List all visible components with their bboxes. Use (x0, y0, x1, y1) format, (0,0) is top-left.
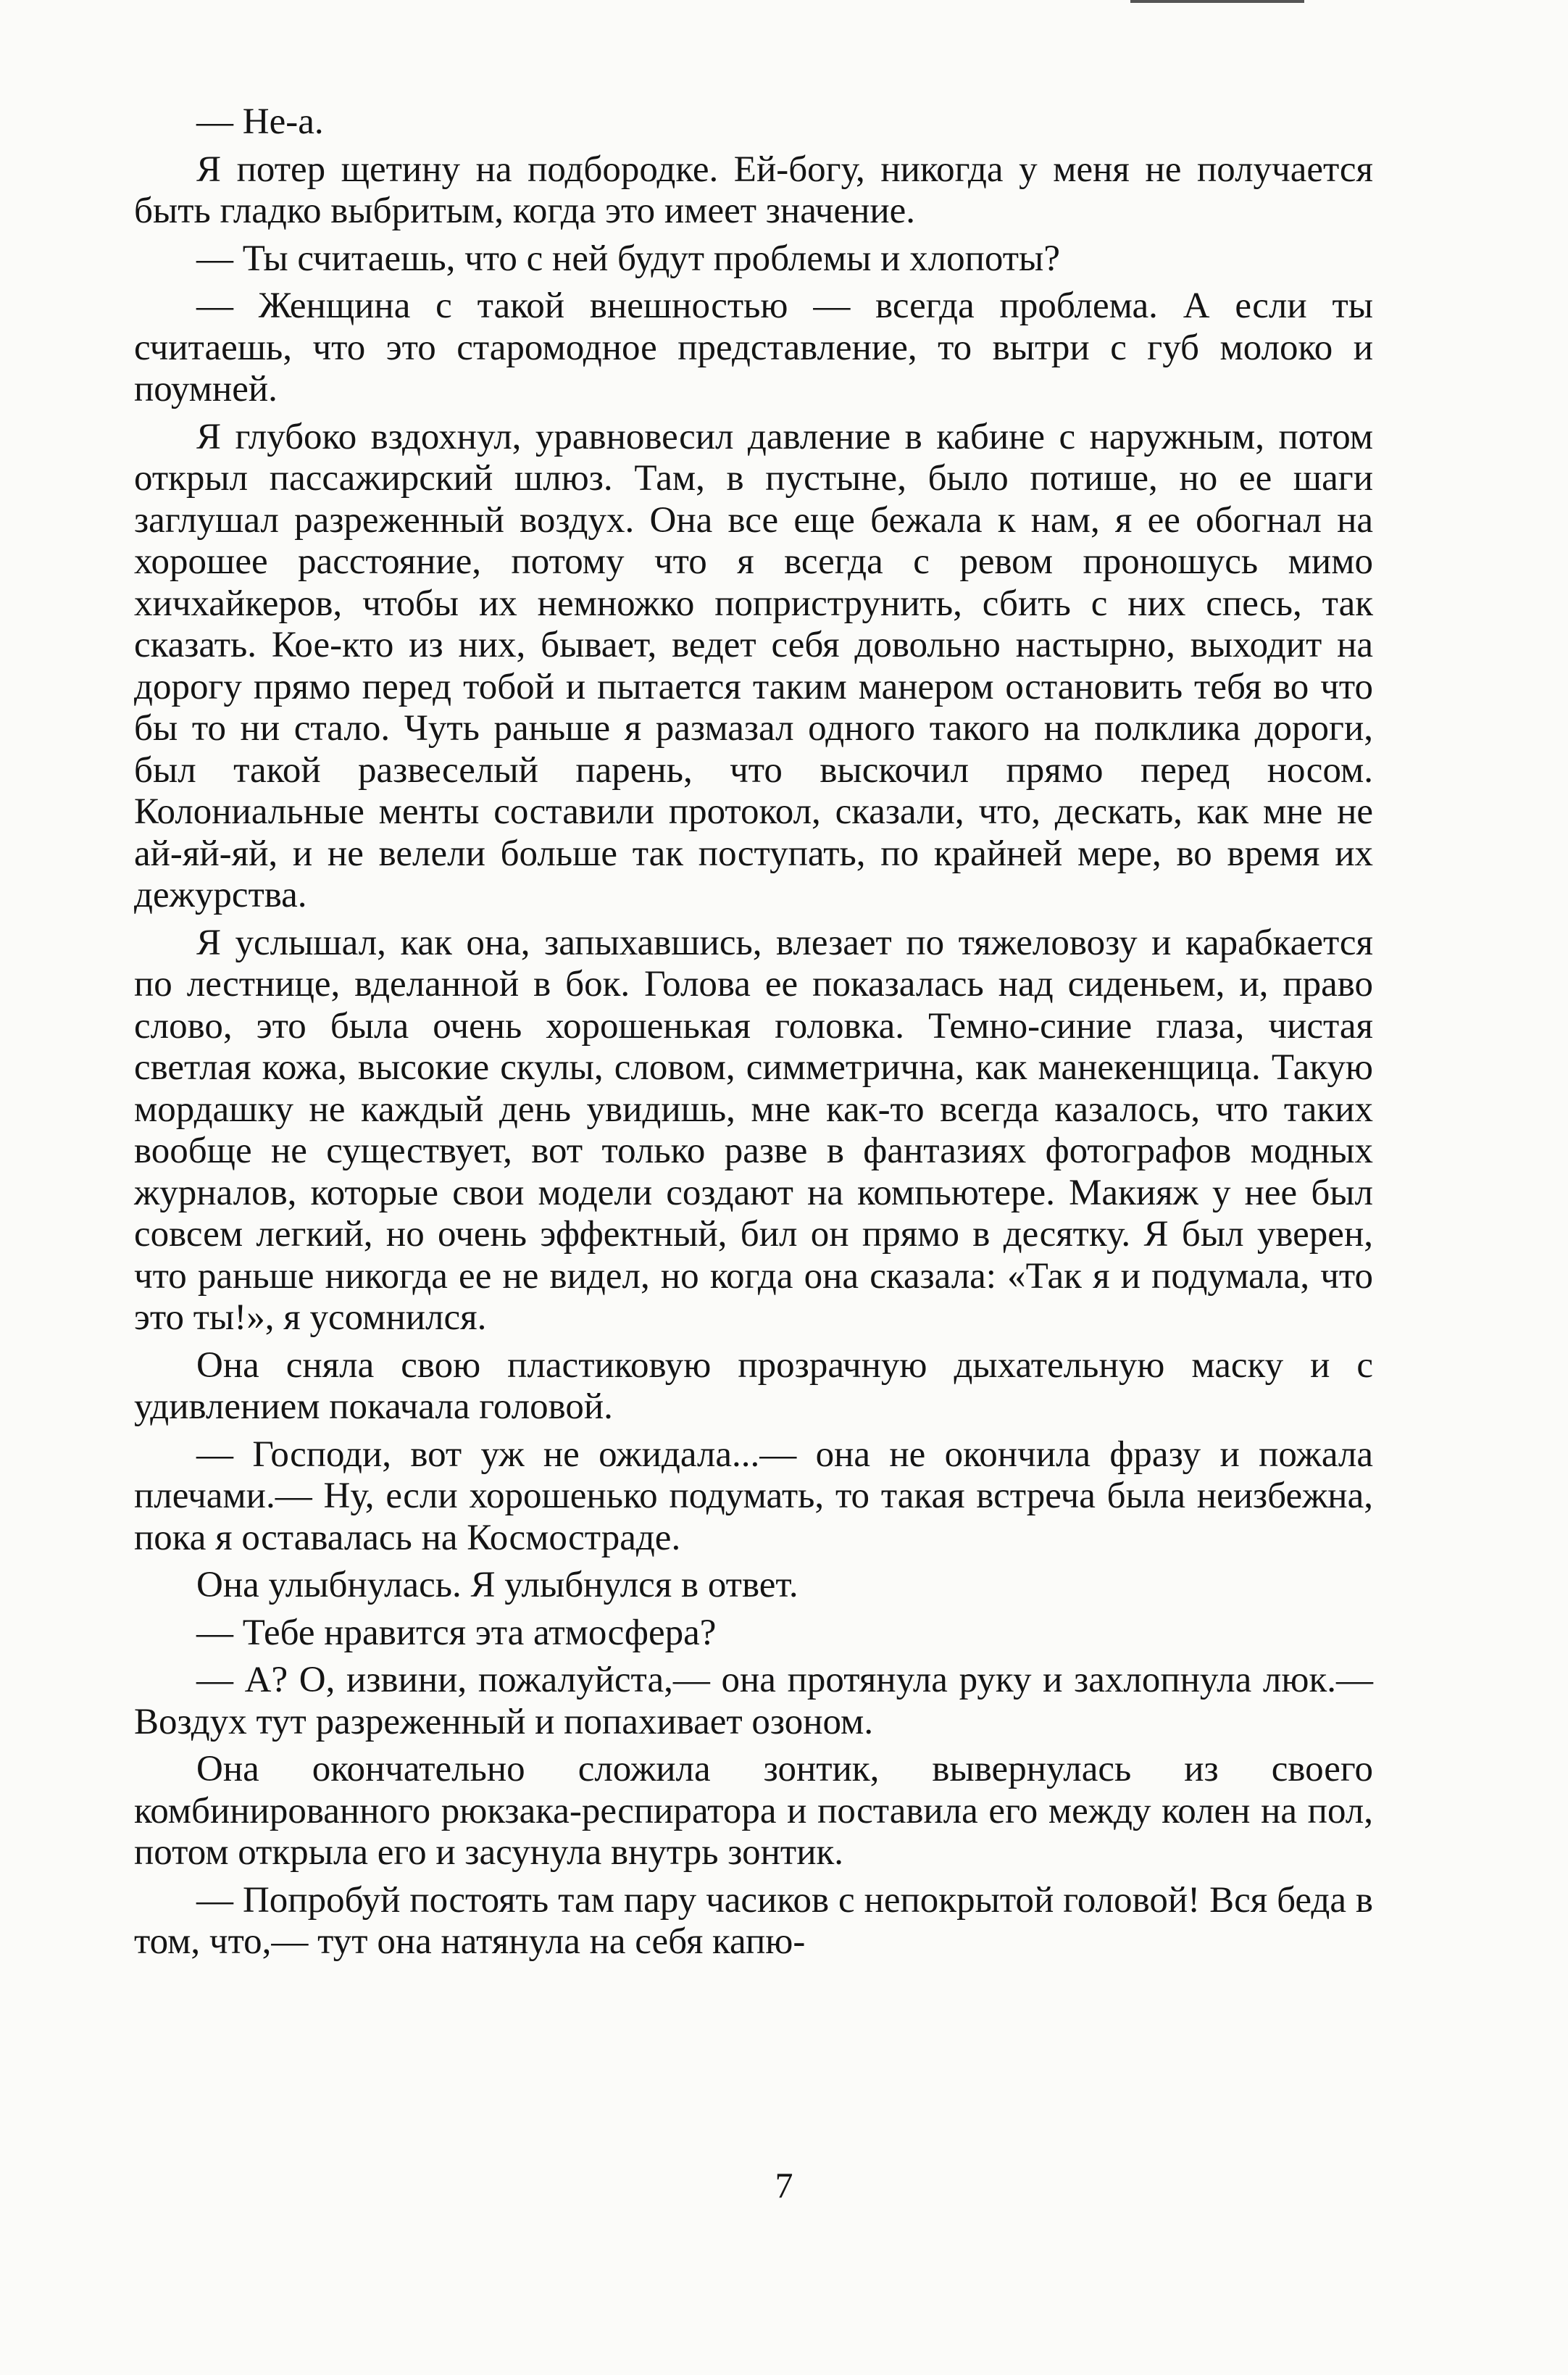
paragraph-8: — Господи, вот уж не ожидала...— она не окончила фразу и пожала плечами.— Ну, если хорошенько подумать, то такая встреча была неизбежна, пока я оставалась на Космостраде. (134, 1434, 1373, 1558)
page-number: 7 (775, 2165, 793, 2205)
paragraph-4: — Женщина с такой внешностью — всегда проблема. А если ты считаешь, что это старомодное представление, то вытри с губ молоко и поумней. (134, 286, 1373, 409)
paragraph-5: Я глубоко вздохнул, уравновесил давление в кабине с наружным, потом открыл пассажирский шлюз. Там, в пустыне, было потише, но ее шаги заглушал разреженный воздух. Она все еще бежала к нам, я ее обогнал на хорошее расстояние, потому что я всегда с ревом проношусь мимо хичхайкеров, чтобы их немножко поприструнить, сбить с них спесь, так сказать. Кое-кто из них, бывает, ведет себя довольно настырно, выходит на дорогу прямо перед тобой и пытается таким манером остановить тебя во что бы то ни стало. Чуть раньше я размазал одного такого на полклика дороги, был такой развеселый парень, что выскочил прямо перед носом. Колониальные менты составили протокол, сказали, что, дескать, как мне не ай-яй-яй, и не велели больше так поступать, по крайней мере, во время их дежурства. (134, 416, 1373, 915)
paragraph-6: Я услышал, как она, запыхавшись, влезает по тяжеловозу и карабкается по лестнице, вделанной в бок. Голова ее показалась над сиденьем, и, право слово, это была очень хорошенькая головка. Темно-синие глаза, чистая светлая кожа, высокие скулы, словом, симметрична, как манекенщица. Такую мордашку не каждый день увидишь, мне как-то всегда казалось, что таких вообще не существует, вот только разве в фантазиях фотографов модных журналов, которые свои модели создают на компьютере. Макияж у нее был совсем легкий, но очень эффектный, бил он прямо в десятку. Я был уверен, что раньше никогда ее не видел, но когда она сказала: «Так я и подумала, что это ты!», я усомнился. (134, 922, 1373, 1338)
paragraph-2: Я потер щетину на подбородке. Ей-богу, никогда у меня не получается быть гладко выбритым, когда это имеет значение. (134, 149, 1373, 231)
paragraph-1: — Не-а. (196, 101, 324, 142)
book-page-text (134, 101, 1373, 1969)
paragraph-13: — Попробуй постоять там пару часиков с непокрытой головой! Вся беда в том, что,— тут она натянула на себя капю- (134, 1879, 1373, 1962)
paragraph-10: — Тебе нравится эта атмосфера? (196, 1612, 717, 1653)
paragraph-12: Она окончательно сложила зонтик, вывернулась из своего комбинированного рюкзака-респиратора и поставила его между колен на пол, потом открыла его и засунула внутрь зонтик. (134, 1749, 1373, 1873)
paragraph-11: — А? О, извини, пожалуйста,— она протянула руку и захлопнула люк.— Воздух тут разреженный и попахивает озоном. (134, 1660, 1373, 1742)
paragraph-7: Она сняла свою пластиковую прозрачную дыхательную маску и с удивлением покачала головой. (134, 1344, 1373, 1427)
paragraph-9: Она улыбнулась. Я улыбнулся в ответ. (196, 1565, 798, 1605)
paragraph-3: — Ты считаешь, что с ней будут проблемы и хлопоты? (196, 238, 1060, 279)
top-edge-rule (1130, 0, 1304, 3)
